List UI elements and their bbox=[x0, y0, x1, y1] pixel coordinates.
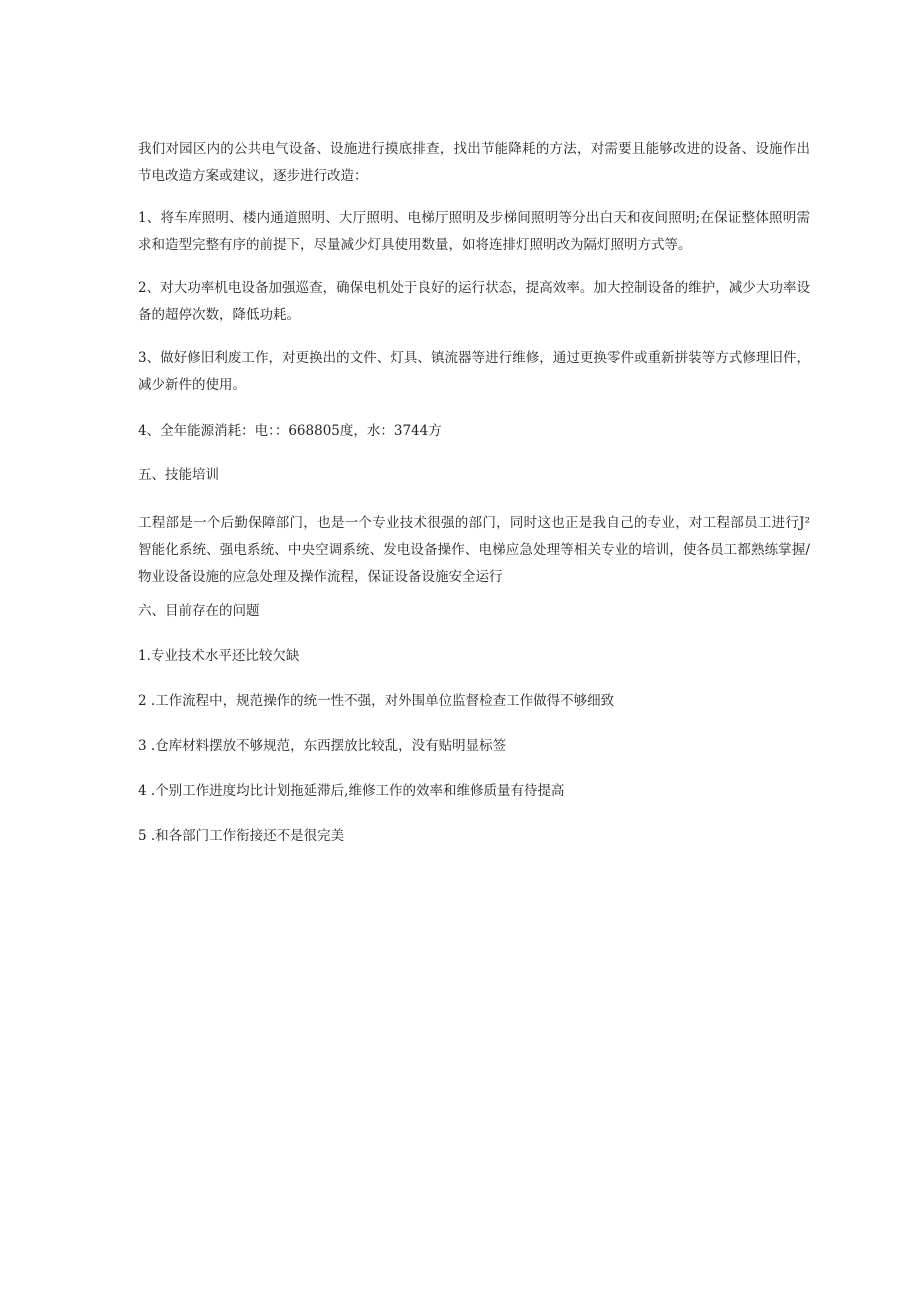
section-6-heading: 六、目前存在的问题 bbox=[138, 603, 260, 619]
section-5-heading: 五、技能培训 bbox=[138, 467, 219, 483]
energy-item-2: 2、对大功率机电设备加强巡查，确保电机处于良好的运行状态，提高效率。加大控制设备的维护，减少大功率设备的超停次数，降低功耗。 bbox=[138, 280, 810, 323]
issue-item-1: 1.专业技术水平还比较欠缺 bbox=[138, 648, 300, 664]
training-paragraph: 工程部是一个后勤保障部门，也是一个专业技术很强的部门，同时这也正是我自己的专业，对工程部员工进行J²智能化系统、强电系统、中央空调系统、发电设备操作、电梯应急处理等相关专业的培训，使各员工都熟练掌握/物业设备设施的应急处理及操作流程，保证设备设施安全运行 bbox=[138, 515, 810, 585]
energy-item-4: 4、全年能源消耗：电：：668805度，水：3744方 bbox=[138, 423, 442, 439]
intro-paragraph: 我们对园区内的公共电气设备、设施进行摸底排查，找出节能降耗的方法，对需要且能够改进的设备、设施作出节电改造方案或建议，逐步进行改造： bbox=[138, 141, 810, 184]
issue-item-5: 5 .和各部门工作衔接还不是很完美 bbox=[138, 828, 345, 844]
issue-item-3: 3 .仓库材料摆放不够规范，东西摆放比较乱，没有贴明显标签 bbox=[138, 738, 507, 754]
energy-item-3: 3、做好修旧利废工作，对更换出的文件、灯具、镇流器等进行维修，通过更换零件或重新拼装等方式修理旧件，减少新件的使用。 bbox=[138, 350, 810, 393]
issue-item-4: 4 .个别工作进度均比计划拖延滞后,维修工作的效率和维修质量有待提高 bbox=[138, 783, 565, 799]
energy-item-1: 1、将车库照明、楼内通道照明、大厅照明、电梯厅照明及步梯间照明等分出白天和夜间照明;在保证整体照明需求和造型完整有序的前提下，尽量减少灯具使用数量，如将连排灯照明改为隔灯照明方式等。 bbox=[138, 210, 810, 253]
issue-item-2: 2 .工作流程中，规范操作的统一性不强，对外围单位监督检查工作做得不够细致 bbox=[138, 693, 615, 709]
